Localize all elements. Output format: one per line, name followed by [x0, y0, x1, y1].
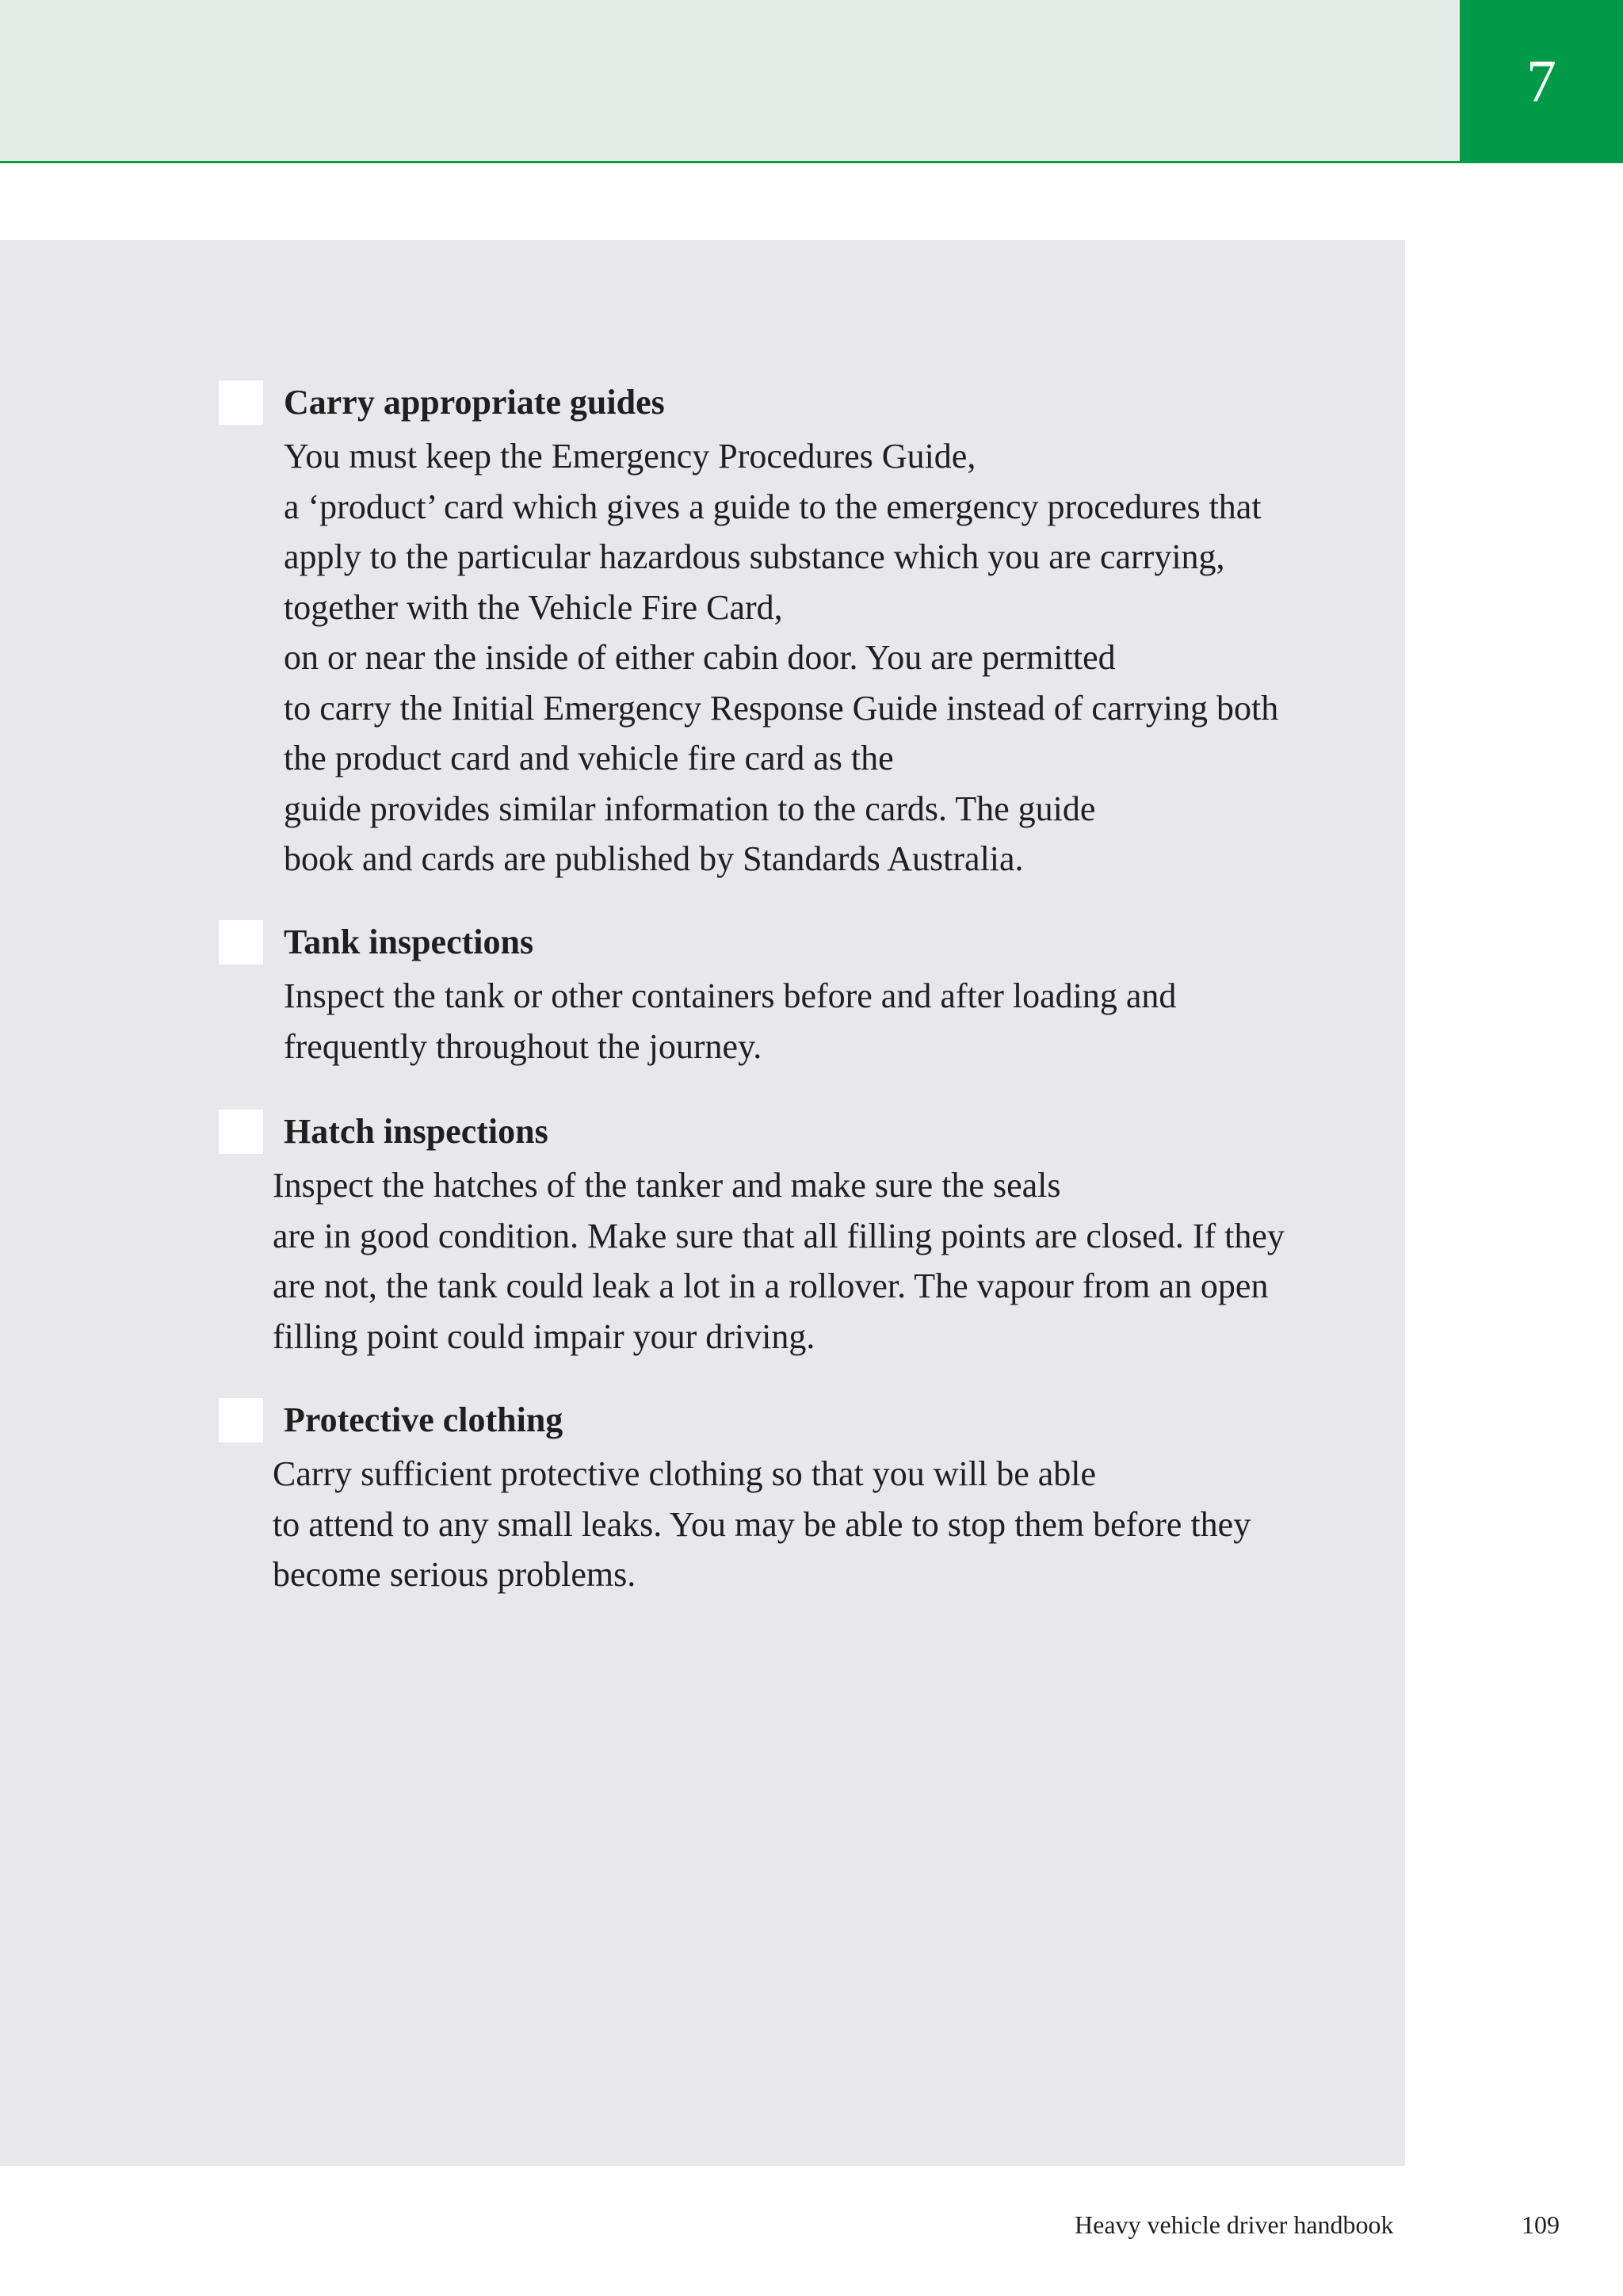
item-title: Hatch inspections: [284, 1112, 548, 1151]
chapter-number-tab: 7: [1460, 0, 1623, 163]
checkbox[interactable]: [219, 380, 263, 425]
item-body: [284, 431, 1278, 884]
item-body: [273, 1160, 1285, 1362]
item-title: Tank inspections: [284, 923, 534, 961]
body-line: together with the Vehicle Fire Card,: [284, 587, 783, 627]
item-title: Carry appropriate guides: [284, 383, 665, 422]
header-band: [0, 0, 1460, 163]
body-line: are in good condition. Make sure that all filling points are closed. If they: [273, 1216, 1285, 1255]
body-line: You must keep the Emergency Procedures Guide,: [284, 437, 976, 476]
body-line: to carry the Initial Emergency Response Guide instead of carrying both: [284, 688, 1279, 728]
item-body: [284, 971, 1176, 1072]
page-number: 109: [1522, 2210, 1560, 2239]
body-line: become serious problems.: [273, 1555, 636, 1594]
body-line: Inspect the tank or other containers before and after loading and: [284, 976, 1177, 1015]
body-line: on or near the inside of either cabin door. You are permitted: [284, 638, 1116, 677]
checkbox[interactable]: [219, 1110, 263, 1154]
body-line: filling point could impair your driving.: [273, 1316, 815, 1356]
body-line: the product card and vehicle fire card as the: [284, 739, 894, 777]
body-line: a ‘product’ card which gives a guide to the emergency procedures that: [284, 487, 1262, 526]
checkbox[interactable]: [219, 920, 263, 965]
body-line: Inspect the hatches of the tanker and make sure the seals: [273, 1166, 1061, 1205]
body-line: are not, the tank could leak a lot in a rollover. The vapour from an open: [273, 1266, 1269, 1305]
checkbox[interactable]: [219, 1398, 263, 1442]
item-title: Protective clothing: [284, 1400, 563, 1439]
checklist-panel: [0, 240, 1405, 2166]
body-line: to attend to any small leaks. You may be able to stop them before they: [273, 1504, 1251, 1544]
item-body: [273, 1449, 1251, 1600]
footer-title: Heavy vehicle driver handbook: [1075, 2210, 1394, 2239]
body-line: apply to the particular hazardous substance which you are carrying,: [284, 537, 1225, 576]
body-line: book and cards are published by Standards Australia.: [284, 839, 1024, 878]
body-line: Carry sufficient protective clothing so that you will be able: [273, 1454, 1097, 1493]
body-line: guide provides similar information to the cards. The guide: [284, 789, 1096, 828]
body-line: frequently throughout the journey.: [284, 1026, 762, 1066]
